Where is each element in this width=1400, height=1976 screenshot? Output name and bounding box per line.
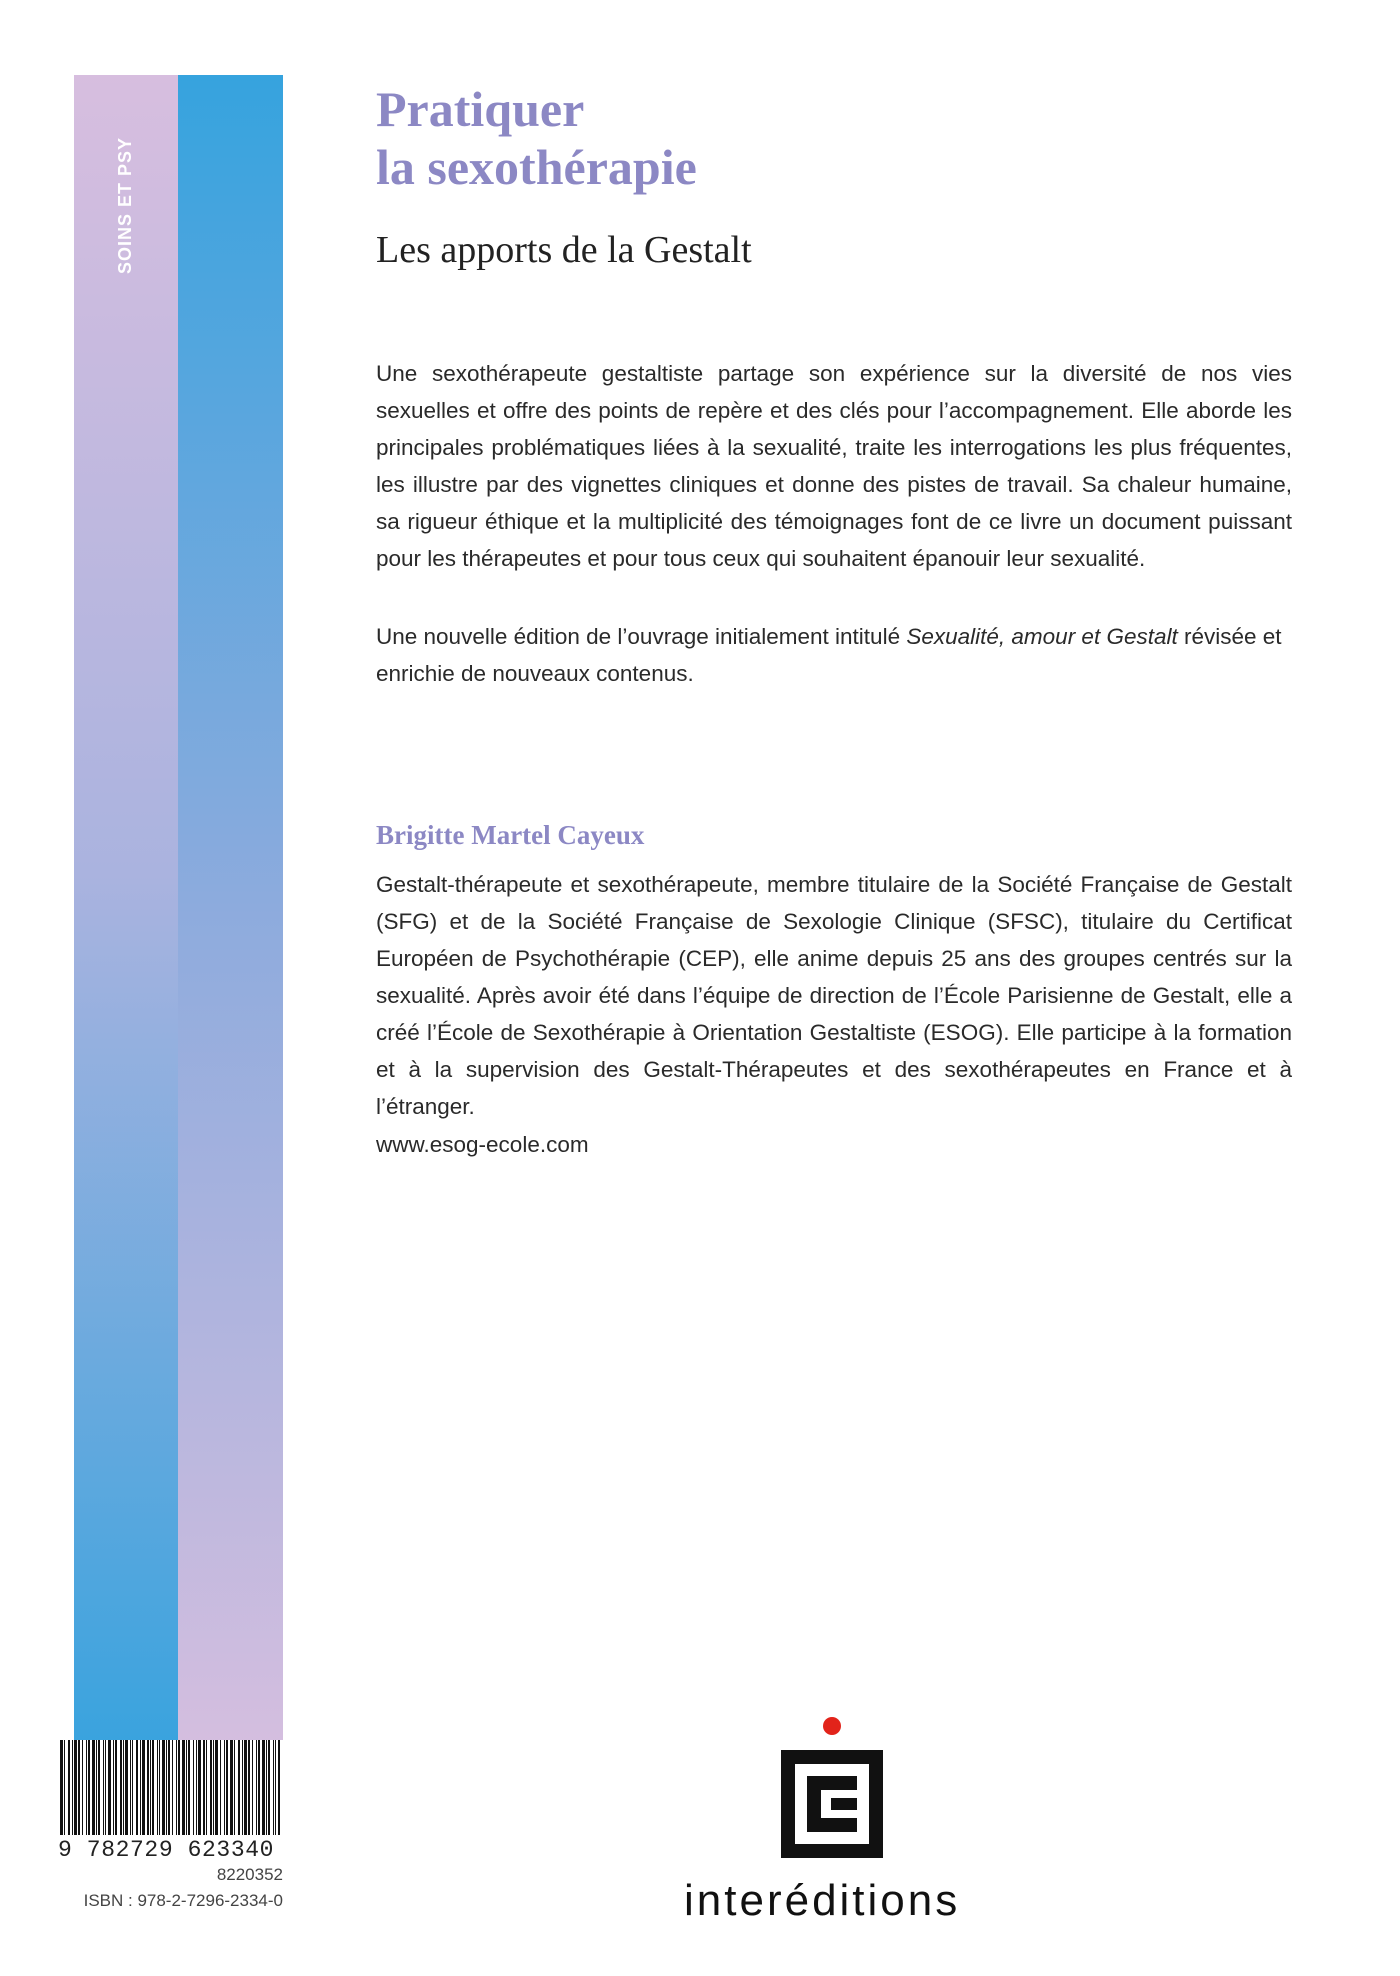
barcode-bars-icon [58,1740,283,1835]
spine-band-right [178,75,283,1740]
barcode-digits: 9 782729 623340 [58,1837,275,1863]
book-blurb [376,355,1292,577]
book-subtitle: Les apports de la Gestalt [376,229,752,271]
collection-name: SOINS ET PSY [115,136,136,274]
author-website[interactable]: www.esog-ecole.com [376,1132,589,1157]
original-title: Sexualité, amour et Gestalt [906,624,1178,649]
edition-note [376,618,1292,692]
interéditions-logo-icon [776,1714,888,1862]
edition-paragraph [376,618,1292,692]
isbn: ISBN : 978-2-7296-2334-0 [83,1891,283,1910]
book-title-line-2: la sexothérapie [376,139,697,195]
spine-band-left [74,75,178,1740]
collection-label [78,125,174,285]
blurb-paragraph: Une sexothérapeute gestaltiste partage son expérience sur la diversité de nos vies sexuelles et offre des points de repère et des clés pour l’accompagnement. Elle aborde les principales problématiques liées à la sexualité, traite les interrogations les plus fréquentes, les illustre par des vignettes cliniques et donne des pistes de travail. Sa chaleur humaine, sa rigueur éthique et la multiplicité des témoignages font de ce livre un document puissant pour les thérapeutes et pour tous ceux qui souhaitent épanouir leur sexualité. [376,361,1292,571]
book-title [376,80,697,196]
edition-text-before: Une nouvelle édition de l’ouvrage initialement intitulé [376,624,907,649]
author-bio-paragraph: Gestalt-thérapeute et sexothérapeute, membre titulaire de la Société Française de Gestalt (SFG) et de la Société Française de Sexologie Clinique (SFSC), titulaire du Certificat Européen de Psychothérapie (CEP), elle anime depuis 25 ans des groupes centrés sur la sexualité. Après avoir été dans l’équipe de direction de l’École Parisienne de Gestalt, elle a créé l’École de Sexothérapie à Orientation Gestaltiste (ESOG). Elle participe à la formation et à la supervision des Gestalt-Thérapeutes et des sexothérapeutes en France et à l’étranger. [376,872,1292,1119]
product-code: 8220352 [216,1865,283,1884]
barcode [58,1740,283,1863]
publisher-name: interéditions [684,1876,961,1925]
author-name: Brigitte Martel Cayeux [376,820,645,850]
book-title-line-1: Pratiquer [376,81,585,137]
edition-text-after: révisée et enrichie de nouveaux contenus. [376,624,1282,686]
author-bio [376,866,1292,1125]
